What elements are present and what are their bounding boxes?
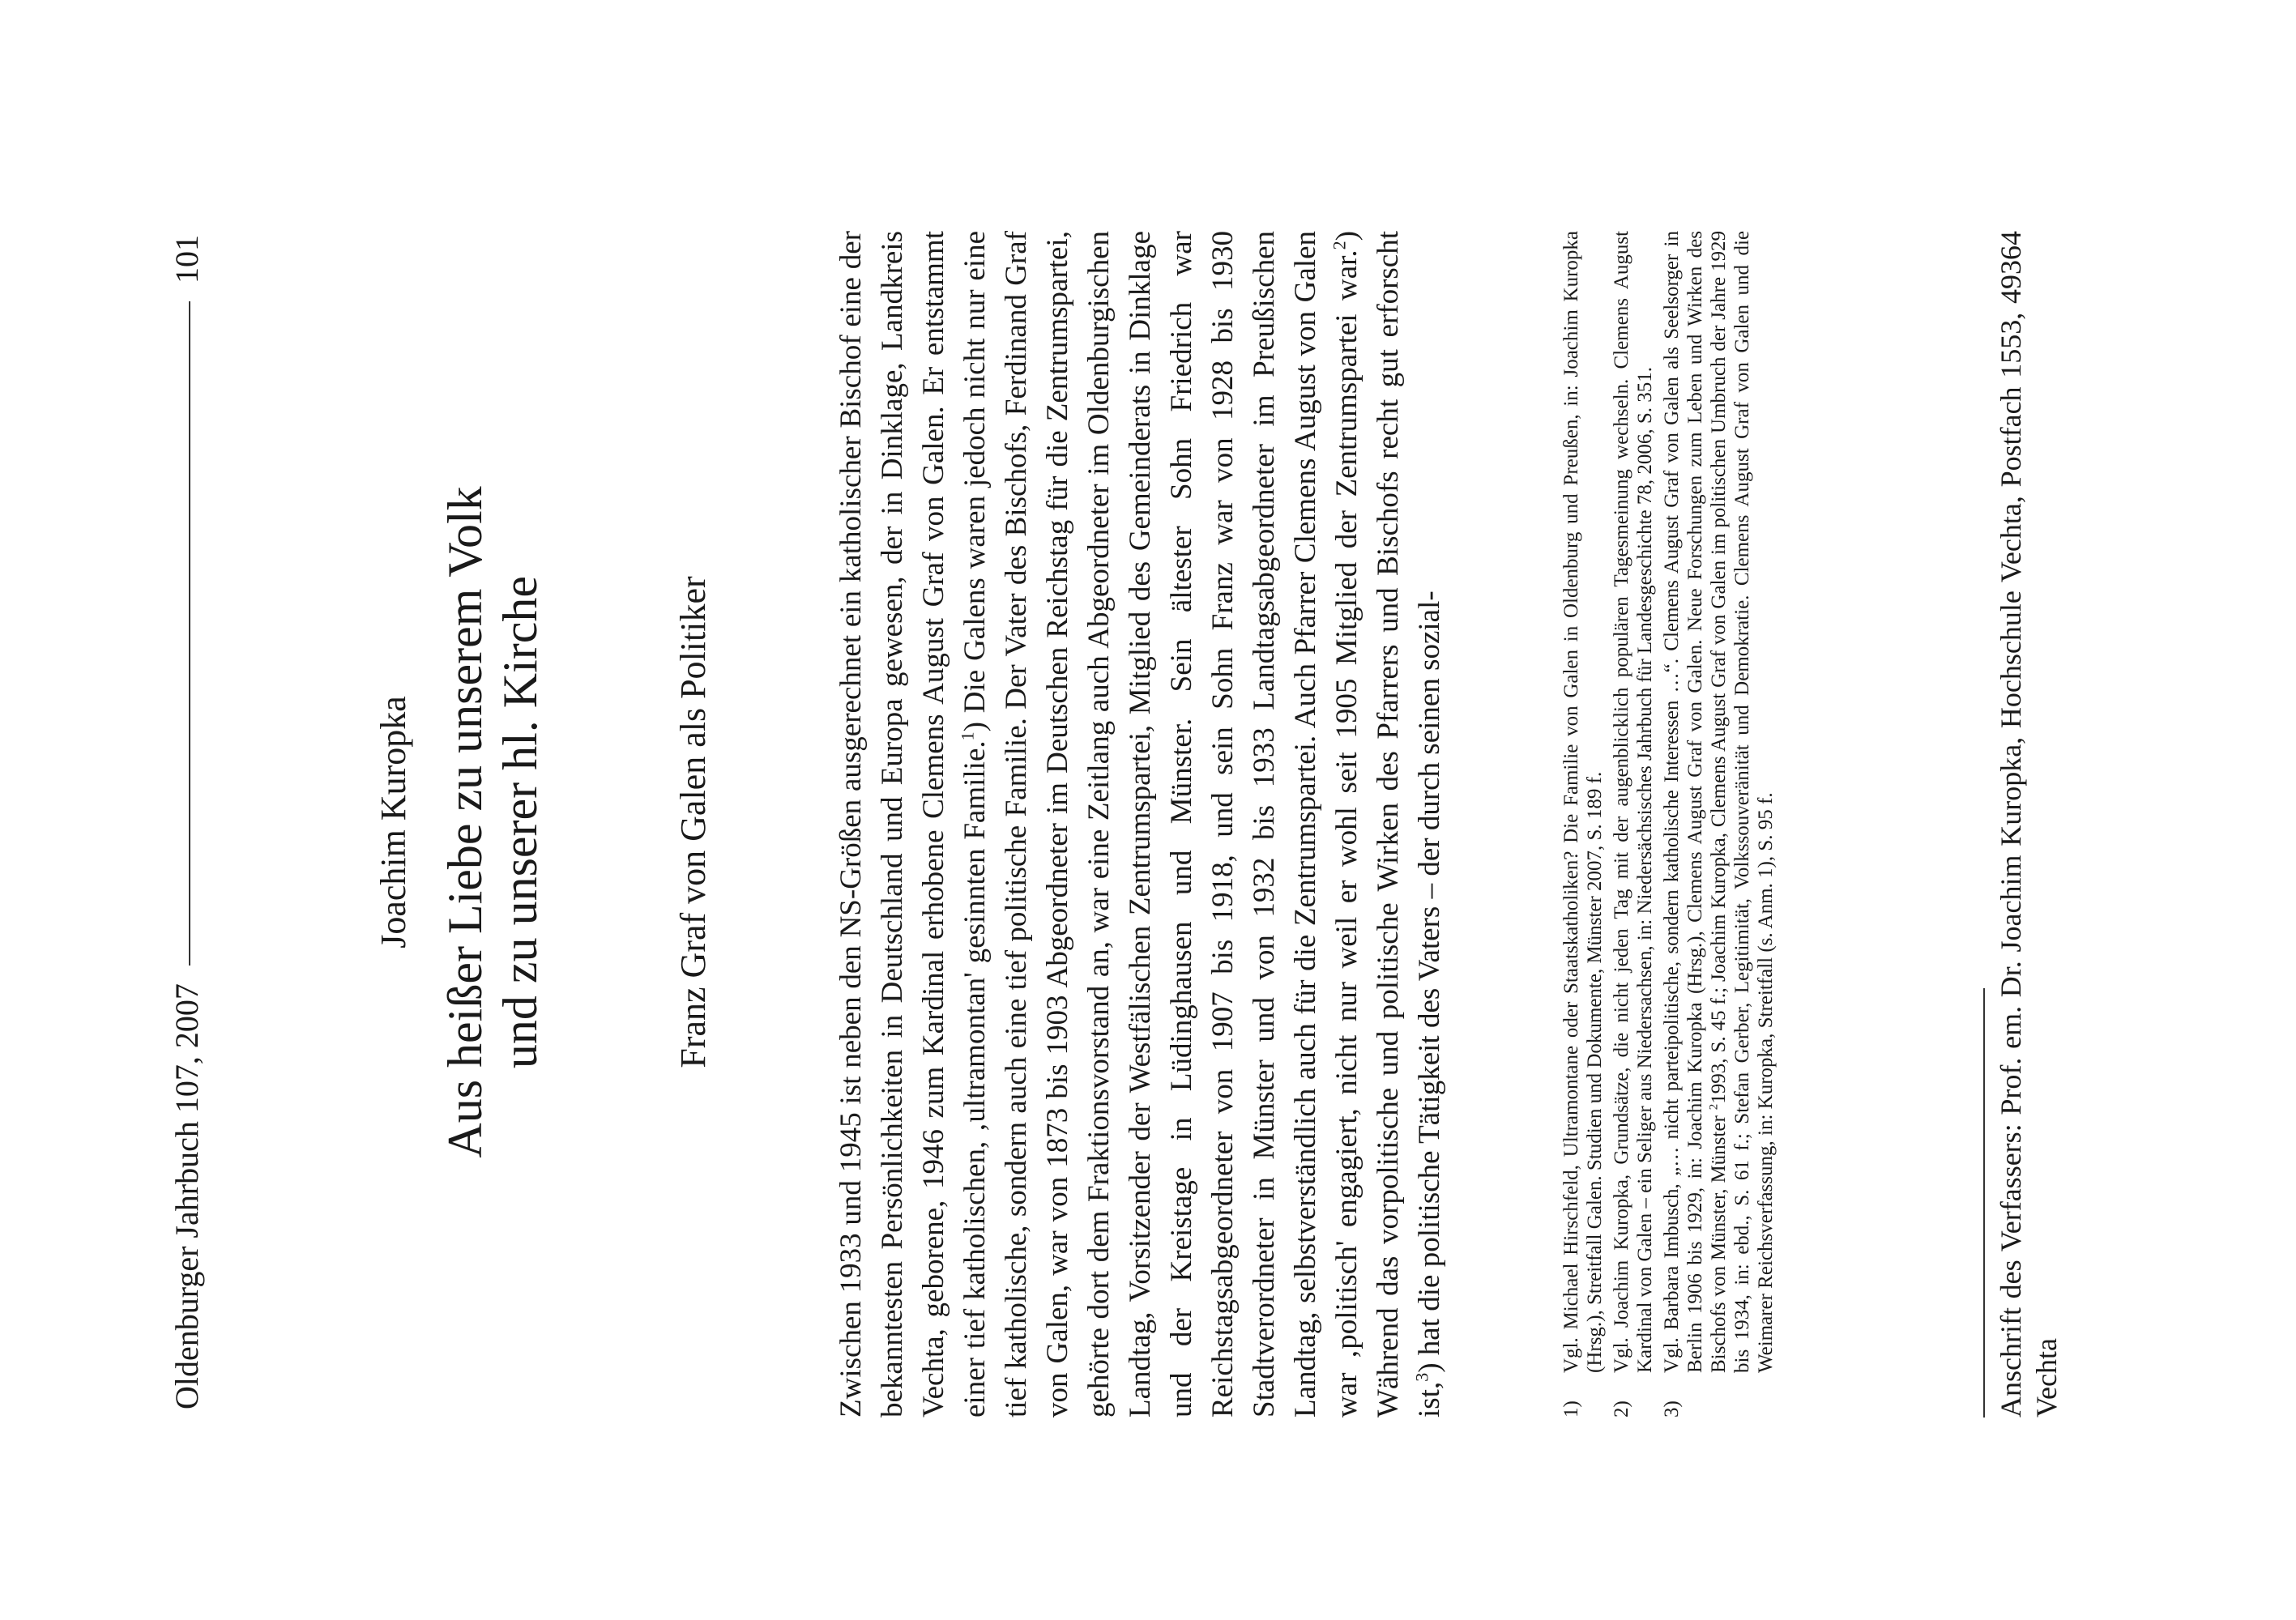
article-subtitle: Franz Graf von Galen als Politiker xyxy=(673,576,713,1068)
author-address: Anschrift des Verfassers: Prof. em. Dr. Joachim Kuropka, Hochschule Vechta, Postfach 1553, 49364 Vechta xyxy=(1995,231,2063,1418)
edition-superscript: 2 xyxy=(1707,1103,1721,1111)
header-rule xyxy=(189,301,190,966)
footnote-ref-3: 3 xyxy=(1411,1372,1432,1382)
address-separator-rule xyxy=(1983,988,1985,1418)
body-text-part-4: ) hat die politische Tätigkeit des Vaters – der durch seinen sozial- xyxy=(1413,590,1446,1373)
body-text-part-3: ) Während das vorpolitische und politische Wirken des Pfarrers und Bischofs recht gut erforscht ist, xyxy=(1330,231,1446,1418)
footnotes-section xyxy=(1560,231,1781,1418)
author-name: Joachim Kuropka xyxy=(373,696,413,949)
footnote-number: 3) xyxy=(1661,1400,1683,1418)
body-text-part-1: Zwischen 1933 und 1945 ist neben den NS-Größen ausgerechnet ein katholischer Bischof eine der bekanntesten Persönlichkeiten in Deutschland und Europa gewesen, der in Dinklage, Landkreis Vechta, geborene, 1946 zum Kardinal erhobene Clemens August Graf von Galen. Er entstammt einer tief katholischen, ‚ultramontan' gesinnten Familie. xyxy=(834,231,992,1418)
body-text-part-2: ) Die Galens waren jedoch nicht nur eine tief katholische, sondern auch eine tief politische Familie. Der Vater des Bischofs, Ferdinand Graf von Galen, war von 1873 bis 1903 Abgeordneter im Deutschen Reichstag für die Zentrumspartei, gehörte dort dem Fraktionsvorstand an, war eine Zeitlang auch Abgeordneter im Oldenburgischen Landtag, Vorsitzender der Westfälischen Zentrumspartei, Mitglied des Gemeinderats in Dinklage und der Kreistage in Lüdinghausen und Münster. Sein ältester Sohn Friedrich war Reichstagsabgeordneter von 1907 bis 1918, und sein Sohn Franz war von 1928 bis 1930 Stadtverordneter in Münster und von 1932 bis 1933 Landtagsabgeordneter im Preußischen Landtag, selbstverständlich auch für die Zentrumspartei. Auch Pfarrer Clemens August von Galen war ‚politisch' engagiert, nicht nur weil er wohl seit 1905 Mitglied der Zentrumspartei war. xyxy=(958,231,1364,1418)
footnote-3 xyxy=(1660,231,1777,1418)
journal-reference: Oldenburger Jahrbuch 107, 2007 xyxy=(168,983,205,1409)
title-line-2: und zu unserer hl. Kirche xyxy=(493,575,547,1069)
title-line-1: Aus heißer Liebe zu unserem Volk xyxy=(438,486,492,1158)
footnote-number: 2) xyxy=(1611,1400,1632,1418)
footnote-ref-1: 1 xyxy=(957,731,978,741)
footnote-text-part-2: 1993, S. 45 f.; Joachim Kuropka, Clemens August Graf von Galen im politischen Umbruch der Jahre 1929 bis 1934, in: ebd., S. 61 f.; Stefan Gerber, Legitimität, Volkssouveränität und Demokratie. Clemens August Graf von Galen und die Weimarer Reichsverfassung, in: Kuropka, Streitfall (s. Anm. 1), S. 95 f. xyxy=(1708,230,1777,1373)
footnote-text: Vgl. Joachim Kuropka, Grundsätze, die nicht jeden Tag mit der augenblicklich populären Tagesmeinung wechseln. Clemens August Kardinal von Galen – ein Seliger aus Niedersachsen, in: Niedersächsisches Jahrbuch für Landesgeschichte 78, 2006, S. 351. xyxy=(1611,231,1656,1373)
running-header xyxy=(162,235,211,1409)
footnote-text xyxy=(1660,231,1777,1373)
article-title xyxy=(437,235,548,1409)
footnote-ref-2: 2 xyxy=(1329,241,1350,250)
footnote-text-part-1: Vgl. Barbara Imbusch, „… nicht parteipolitische, sondern katholische Interessen …“. Clemens August Graf von Galen als Seelsorger in Berlin 1906 bis 1929, in: Joachim Kuropka (Hrsg.), Clemens August Graf von Galen. Neue Forschungen zum Leben und Wirken des Bischofs von Münster, Münster xyxy=(1661,231,1730,1373)
body-paragraph xyxy=(830,231,1450,1418)
page-number: 101 xyxy=(168,235,205,284)
footnote-2 xyxy=(1610,231,1657,1418)
footnote-text: Vgl. Michael Hirschfeld, Ultramontane oder Staatskatholiken? Die Familie von Galen in Oldenburg und Preußen, in: Joachim Kuropka (Hrsg.), Streitfall Galen. Studien und Dokumente, Münster 2007, S. 189 f. xyxy=(1560,231,1606,1373)
footnote-number: 1) xyxy=(1560,1400,1582,1418)
footnote-1 xyxy=(1560,231,1607,1418)
